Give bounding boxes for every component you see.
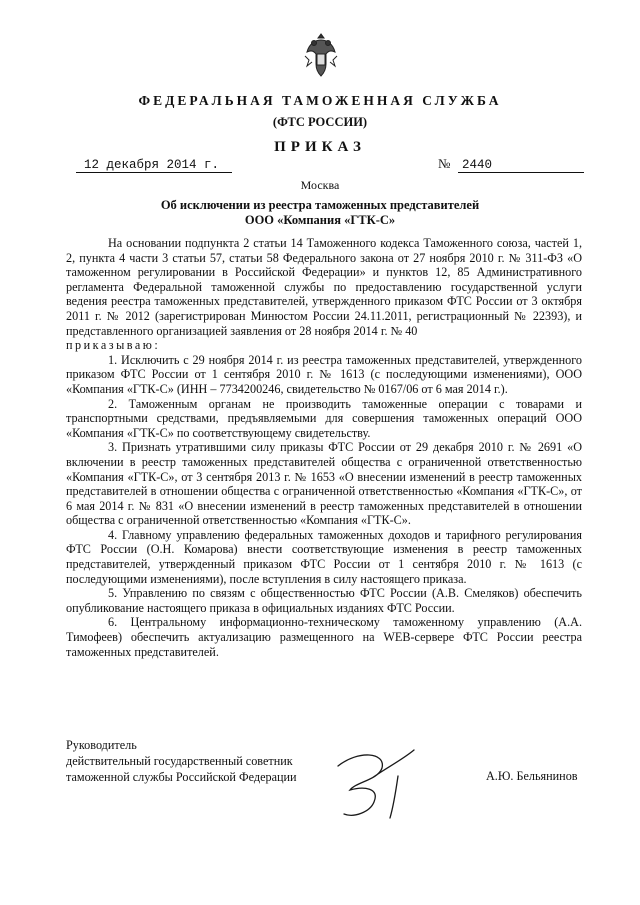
subject-line-1: Об исключении из реестра таможенных представителей — [160, 198, 480, 212]
order-item-5: 5. Управлению по связям с общественностью ФТС России (А.В. Смеляков) обеспечить опубликование настоящего приказа в официальных изданиях ФТС России. — [66, 586, 582, 615]
preamble-paragraph: На основании подпункта 2 статьи 14 Таможенного кодекса Таможенного союза, частей 1, 2, пункта 4 части 3 статьи 57, статьи 58 Федерального закона от 27 ноября 2010 г. № 311-ФЗ «О таможенном регулировании в Российской Федерации» и пунктов 12, 85 Административного регламента Федеральной таможенной службы по предоставлению государственной услуги ведения реестра таможенных представителей, утвержденного приказом ФТС России от 3 октября 2011 г. № 2012 (зарегистрирован Минюстом России 24.11.2011, регистрационный № 22393), и представленного организацией заявления от 28 ноября 2014 г. № 40 — [66, 236, 582, 338]
coat-of-arms-icon — [303, 30, 339, 78]
subject-line-2: ООО «Компания «ГТК-С» — [244, 213, 396, 227]
signatory-name: А.Ю. Бельянинов — [486, 769, 578, 783]
order-item-4: 4. Главному управлению федеральных таможенных доходов и тарифного регулирования ФТС России (О.Н. Комарова) внести соответствующие изменения в реестр таможенных представителей, утвержденный приказом ФТС России от 1 сентября 2010 г. № 1613 (с последующими изменениями), после вступления в силу настоящего приказа. — [66, 527, 582, 586]
order-number-sign: № — [438, 156, 451, 171]
handwritten-signature — [328, 738, 428, 822]
order-item-6: 6. Центральному информационно-техническому таможенному управлению (А.А. Тимофеев) обеспечить актуализацию размещенного на WEB-сервере ФТС России реестра таможенных представителей. — [66, 615, 582, 659]
order-item-1: 1. Исключить с 29 ноября 2014 г. из реестра таможенных представителей, утвержденного приказом ФТС России от 1 сентября 2010 г. № 1613 (с последующими изменениями), ООО «Компания «ГТК-С» (ИНН – 7734200246, свидетельство № 0167/06 от 6 мая 2014 г.). — [66, 352, 582, 396]
command-word — [66, 338, 582, 353]
signatory-line-2: действительный государственный советник — [66, 754, 293, 768]
order-body — [66, 236, 582, 659]
agency-short-name: (ФТС РОССИИ) — [272, 115, 368, 129]
signatory-line-3: таможенной службы Российской Федерации — [66, 770, 297, 784]
issue-city: Москва — [300, 178, 340, 192]
signatory-line-1: Руководитель — [66, 738, 137, 752]
order-subject — [60, 198, 580, 228]
signatory-title — [66, 737, 297, 785]
agency-name: ФЕДЕРАЛЬНАЯ ТАМОЖЕННАЯ СЛУЖБА — [138, 93, 502, 108]
order-item-2: 2. Таможенным органам не производить таможенные операции с товарами и транспортными средствами, предъявляемыми для совершения таможенных операций ООО «Компания «ГТК-С» по соответствующему свидетельству. — [66, 396, 582, 440]
order-number: 2440 — [458, 158, 584, 173]
command-text: приказываю: — [66, 338, 161, 353]
document-type-title: ПРИКАЗ — [274, 139, 366, 155]
order-item-3: 3. Признать утратившими силу приказы ФТС России от 29 декабря 2010 г. № 2691 «О включении в реестр таможенных представителей общества с ограниченной ответственностью «Компания «ГТК-С», от 3 сентября 2013 г. № 1653 «О внесении изменений в реестр таможенных представителей в отношении общества с ограниченной ответственностью «Компания «ГТК-С», от 6 мая 2014 г. № 831 «О внесении изменений в реестр таможенных представителей в отношении общества с ограниченной ответственностью «Компания «ГТК-С». — [66, 440, 582, 528]
order-date: 12 декабря 2014 г. — [76, 158, 232, 173]
